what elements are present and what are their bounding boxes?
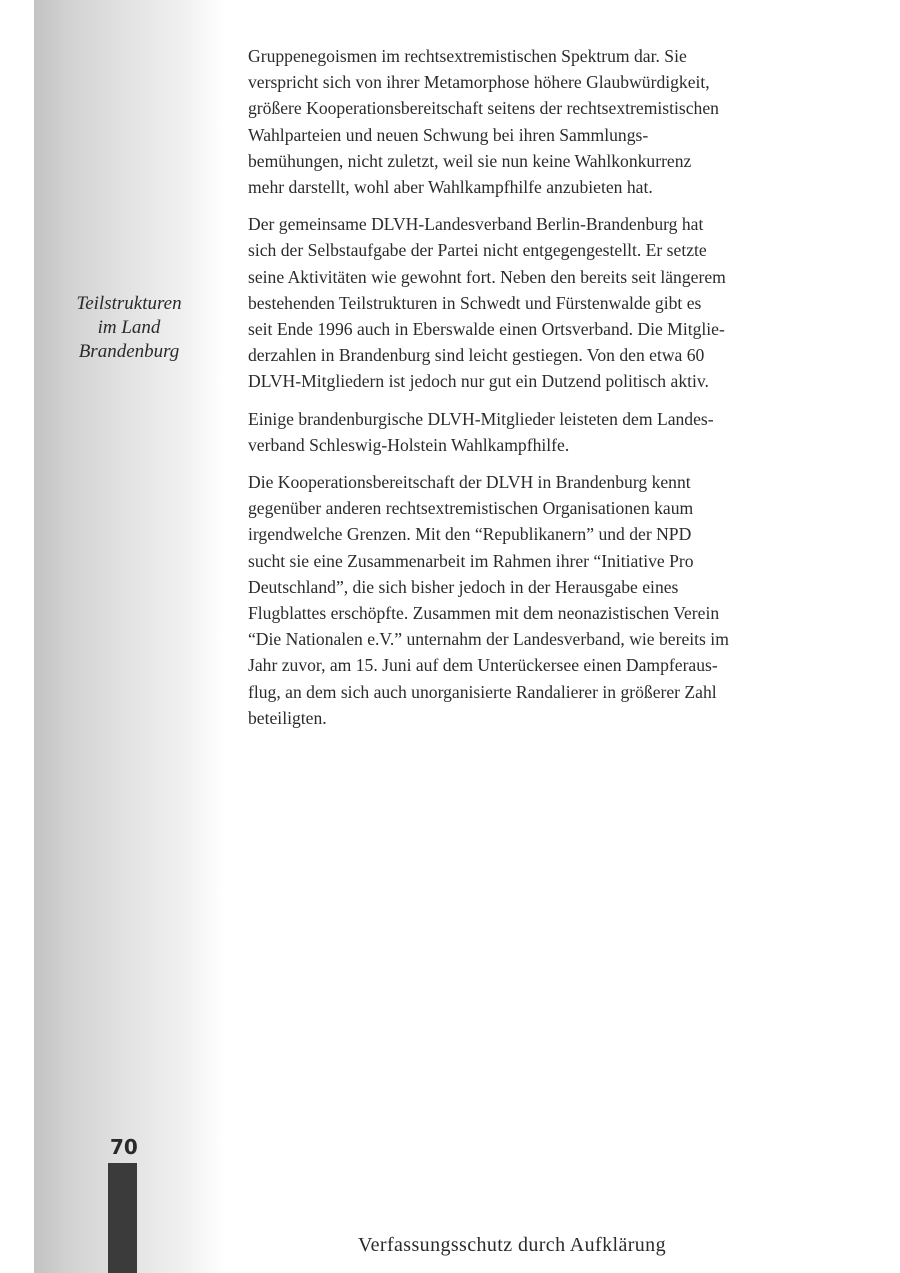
text-line: seit Ende 1996 auch in Eberswalde einen Ortsverband. Die Mitglie- <box>248 319 725 340</box>
text-line: derzahlen in Brandenburg sind leicht gestiegen. Von den etwa 60 <box>248 345 705 366</box>
text-line: verspricht sich von ihrer Metamorphose höhere Glaubwürdigkeit, <box>248 72 710 93</box>
text-line: DLVH-Mitgliedern ist jedoch nur gut ein Dutzend politisch aktiv. <box>248 371 709 392</box>
text-line: bestehenden Teilstrukturen in Schwedt und Fürstenwalde gibt es <box>248 292 702 313</box>
margin-note-line: Teilstrukturen <box>76 293 182 314</box>
text-line: beteiligten. <box>248 707 327 728</box>
text-line: Die Kooperationsbereitschaft der DLVH in Brandenburg kennt <box>248 472 691 493</box>
text-line: “Die Nationalen e.V.” unternahm der Landesverband, wie bereits im <box>248 629 729 650</box>
text-line: Jahr zuvor, am 15. Juni auf dem Unterückersee einen Dampferaus- <box>248 655 718 676</box>
text-line: flug, an dem sich auch unorganisierte Randalierer in größerer Zahl <box>248 681 717 702</box>
paragraph-2 <box>248 211 848 394</box>
text-line: seine Aktivitäten wie gewohnt fort. Neben den bereits seit längerem <box>248 266 726 287</box>
text-line: gegenüber anderen rechtsextremistischen Organisationen kaum <box>248 498 694 519</box>
text-line: irgendwelche Grenzen. Mit den “Republikanern” und der NPD <box>248 524 692 545</box>
text-line: verband Schleswig-Holstein Wahlkampfhilfe. <box>248 434 570 455</box>
text-line: bemühungen, nicht zuletzt, weil sie nun keine Wahlkonkurrenz <box>248 150 692 171</box>
text-line: Einige brandenburgische DLVH-Mitglieder leisteten dem Landes- <box>248 408 714 429</box>
text-line: mehr darstellt, wohl aber Wahlkampfhilfe anzubieten hat. <box>248 177 653 198</box>
text-line: Der gemeinsame DLVH-Landesverband Berlin-Brandenburg hat <box>248 214 704 235</box>
text-line: sucht sie eine Zusammenarbeit im Rahmen ihrer “Initiative Pro <box>248 550 694 571</box>
margin-note-line: Brandenburg <box>78 341 180 362</box>
text-line: größere Kooperationsbereitschaft seitens der rechtsextremistischen <box>248 98 719 119</box>
paragraph-3 <box>248 406 848 458</box>
paragraph-4 <box>248 469 848 731</box>
margin-note-line: im Land <box>97 317 161 338</box>
text-line: Flugblattes erschöpfte. Zusammen mit dem neonazistischen Verein <box>248 603 720 624</box>
body-text <box>248 43 848 742</box>
page-left-edge <box>0 0 34 1273</box>
margin-band <box>34 0 224 1273</box>
margin-note <box>40 292 218 364</box>
paragraph-1 <box>248 43 848 200</box>
text-line: Wahlparteien und neuen Schwung bei ihren Sammlungs- <box>248 124 649 145</box>
text-line: sich der Selbstaufgabe der Partei nicht entgegengestellt. Er setzte <box>248 240 707 261</box>
page-number: 70 <box>110 1135 138 1159</box>
page-marker-bar <box>108 1163 137 1273</box>
footer-title: Verfassungsschutz durch Aufklärung <box>358 1234 666 1256</box>
text-line: Deutschland”, die sich bisher jedoch in der Herausgabe eines <box>248 576 679 597</box>
text-line: Gruppenegoismen im rechtsextremistischen Spektrum dar. Sie <box>248 46 687 66</box>
